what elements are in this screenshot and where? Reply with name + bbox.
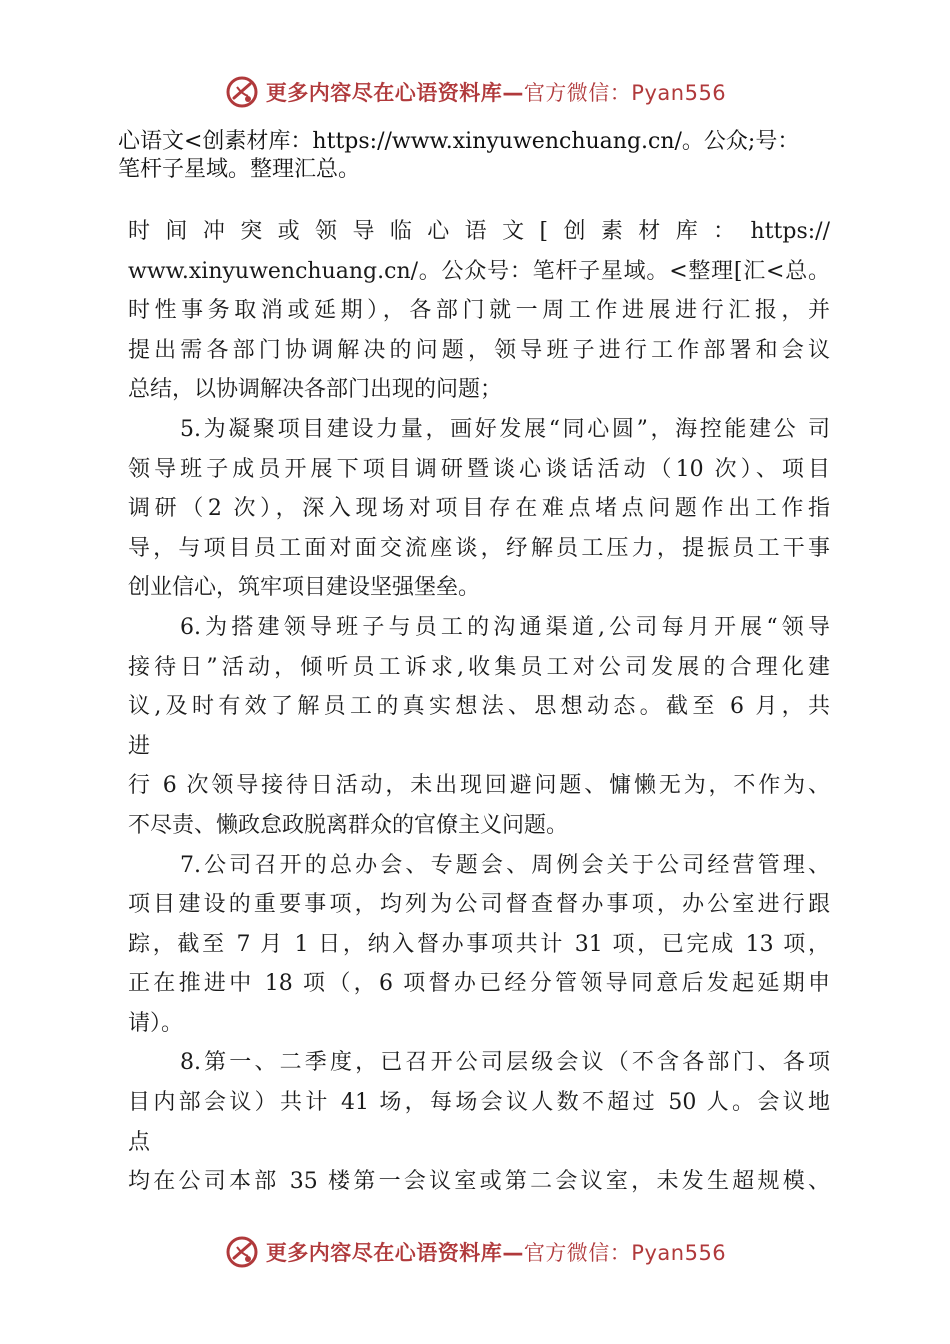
body-line: 6.为搭建领导班子与员工的沟通渠道,公司每月开展“领导 (180, 614, 830, 640)
body-line: 议,及时有效了解员工的真实想法、思想动态。截至 6 月，共 (128, 694, 830, 720)
banner-text: 更多内容尽在心语资料库—官方微信：Pyan556 (265, 81, 727, 105)
body-line: 提出需各部门协调解决的问题，领导班子进行工作部署和会议 (128, 337, 830, 363)
body-line: 项目建设的重要事项，均列为公司督查督办事项，办公室进行跟 (128, 892, 830, 918)
body-line: 创业信心，筑牢项目建设坚强堡垒。 (128, 575, 481, 601)
body-line: 5.为凝聚项目建设力量，画好发展“同心圆”，海控能建公 司 (180, 416, 830, 442)
body-line: 8.第一、二季度，已召开公司层级会议（不含各部门、各项 (180, 1050, 830, 1076)
body-line: 不尽责、懒政怠政脱离群众的官僚主义问题。 (128, 812, 569, 838)
top-banner (0, 72, 950, 112)
body-line: 接待日”活动，倾听员工诉求,收集员工对公司发展的合理化建 (128, 654, 830, 680)
banner-text: 更多内容尽在心语资料库—官方微信：Pyan556 (265, 1241, 727, 1265)
document-body (128, 212, 830, 1202)
body-line: www.xinyuwenchuang.cn/。公众号：笔杆子星域。<整理[汇<总。 (128, 258, 830, 284)
body-line: 进 (128, 733, 151, 759)
body-line: 踪，截至 7 月 1 日，纳入督办事项共计 31 项，已完成 13 项， (128, 931, 830, 957)
logo-icon (224, 1234, 260, 1270)
body-line: 目内部会议）共计 41 场，每场会议人数不超过 50 人。会议地 (128, 1090, 830, 1116)
header-note-line: 心语文<创素材库：https://www.xinyuwenchuang.cn/。公众;号： (118, 129, 800, 154)
body-line: 时性事务取消或延期），各部门就一周工作进展进行汇报，并 (128, 298, 830, 324)
header-note-line: 笔杆子星域。整理汇总。 (118, 157, 361, 182)
logo-icon (224, 74, 260, 110)
body-line: 行 6 次领导接待日活动，未出现回避问题、慵懒无为，不作为、 (128, 773, 830, 799)
body-line: 请）。 (128, 1010, 184, 1036)
body-line: 点 (128, 1129, 151, 1155)
header-note (118, 128, 858, 184)
body-line: 导，与项目员工面对面交流座谈，纾解员工压力，提振员工干事 (128, 535, 830, 561)
body-line: 时间冲突或领导临心语文[创素材库：https:// (128, 219, 830, 244)
bottom-banner (0, 1232, 950, 1272)
body-line: 调研（2 次），深入现场对项目存在难点堵点问题作出工作指 (128, 496, 830, 522)
body-line: 领导班子成员开展下项目调研暨谈心谈话活动（10 次）、项目 (128, 456, 830, 482)
body-line: 正在推进中 18 项（，6 项督办已经分管领导同意后发起延期申 (128, 971, 830, 997)
body-line: 总结，以协调解决各部门出现的问题； (128, 377, 503, 403)
body-line: 7.公司召开的总办会、专题会、周例会关于公司经营管理、 (180, 852, 830, 878)
body-line: 均在公司本部 35 楼第一会议室或第二会议室，未发生超规模、 (128, 1169, 830, 1195)
